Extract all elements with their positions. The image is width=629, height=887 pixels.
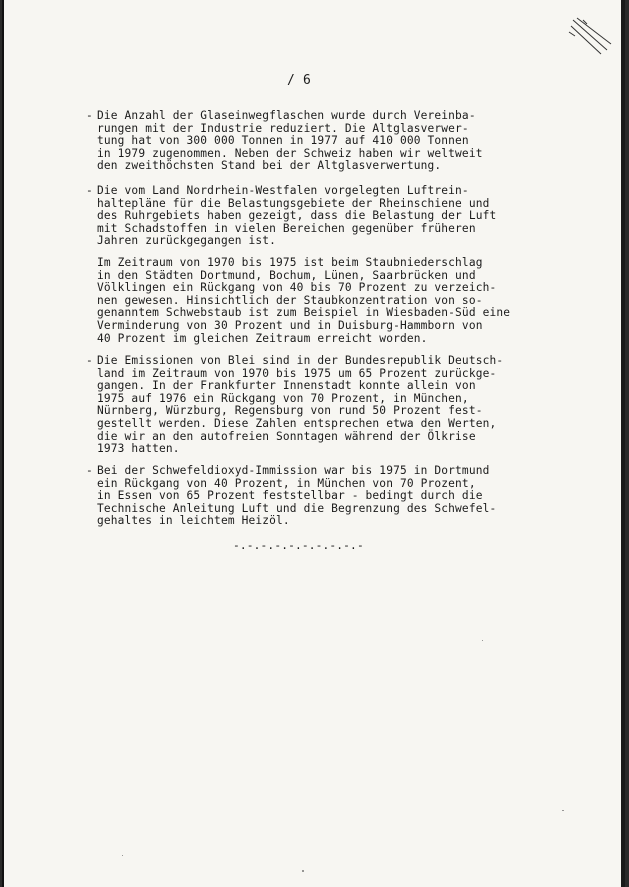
text-line: Die Emissionen von Blei sind in der Bundesrepublik Deutsch- <box>97 354 504 367</box>
scan-corner-mark <box>567 14 615 58</box>
text-line: in den Städten Dortmund, Bochum, Lünen, Saarbrücken und <box>97 268 476 282</box>
paragraph-clean-air-plans <box>86 184 537 248</box>
text-line: des Ruhrgebiets haben gezeigt, dass die Belastung der Luft <box>97 209 497 223</box>
text-line: gangen. In der Frankfurter Innenstadt konnte allein von <box>97 379 476 393</box>
bullet-dash: - <box>86 464 93 477</box>
text-line: Im Zeitraum von 1970 bis 1975 ist beim Staubniederschlag <box>97 256 483 269</box>
scan-edge-right <box>621 0 625 887</box>
text-line: den zweithöchsten Stand bei der Altglasverwertung. <box>97 159 442 173</box>
text-line: Jahren zurückgegangen ist. <box>97 234 277 248</box>
scan-speck <box>482 640 483 641</box>
section-divider: -.-.-.-.-.-.-.-.-.- <box>233 539 364 552</box>
text-line: nen gewesen. Hinsichtlich der Staubkonzentration von so- <box>97 293 483 307</box>
text-line: Völklingen ein Rückgang von 40 bis 70 Prozent zu verzeich- <box>97 281 497 295</box>
text-line: gestellt werden. Diese Zahlen entsprechen etwa den Werten, <box>97 416 497 430</box>
scan-edge-left <box>2 0 4 887</box>
scan-speck <box>122 855 123 856</box>
text-line: Die Anzahl der Glaseinwegflaschen wurde durch Vereinba- <box>97 109 476 122</box>
text-line: Die vom Land Nordrhein-Westfalen vorgelegten Luftrein- <box>97 184 469 197</box>
text-line: in Essen von 65 Prozent feststellbar - bedingt durch die <box>97 489 483 503</box>
paragraph-sulfur-dioxide <box>86 464 537 528</box>
text-line: 1975 auf 1976 ein Rückgang von 70 Prozent, in München, <box>97 391 469 405</box>
text-line: ein Rückgang von 40 Prozent, in München von 70 Prozent, <box>97 476 476 490</box>
bullet-dash: - <box>86 184 93 197</box>
text-line: genanntem Schwebstaub ist zum Beispiel in Wiesbaden-Süd eine <box>97 306 511 320</box>
text-line: Nürnberg, Würzburg, Regensburg von rund 50 Prozent fest- <box>97 404 483 418</box>
page-number: / 6 <box>287 73 311 88</box>
text-line: Technische Anleitung Luft und die Begrenzung des Schwefel- <box>97 501 497 515</box>
text-line: in 1979 zugenommen. Neben der Schweiz haben wir weltweit <box>97 146 483 160</box>
text-line: Bei der Schwefeldioxyd-Immission war bis 1975 in Dortmund <box>97 464 490 477</box>
paragraph-dust-reduction <box>97 257 537 345</box>
text-line: haltepläne für die Belastungsgebiete der Rheinschiene und <box>97 196 490 210</box>
text-line: gehaltes in leichtem Heizöl. <box>97 514 290 528</box>
text-line: tung hat von 300 000 Tonnen in 1977 auf 410 000 Tonnen <box>97 134 469 148</box>
text-line: rungen mit der Industrie reduziert. Die Altglasverwer- <box>97 121 469 135</box>
text-line: 1973 hatten. <box>97 442 180 456</box>
bullet-dash: - <box>86 354 93 367</box>
document-page <box>2 0 625 887</box>
paragraph-glass-recycling <box>86 109 537 173</box>
text-line: mit Schadstoffen in vielen Bereichen gegenüber früheren <box>97 221 476 235</box>
bullet-dash: - <box>86 109 93 122</box>
paragraph-lead-emissions <box>86 354 537 456</box>
text-line: land im Zeitraum von 1970 bis 1975 um 65 Prozent zurückge- <box>97 366 497 380</box>
scan-speck <box>562 810 564 811</box>
text-line: 40 Prozent im gleichen Zeitraum erreicht worden. <box>97 331 428 345</box>
scan-speck <box>302 870 304 872</box>
text-line: Verminderung von 30 Prozent und in Duisburg-Hammborn von <box>97 318 483 332</box>
text-line: die wir an den autofreien Sonntagen während der Ölkrise <box>97 429 476 443</box>
